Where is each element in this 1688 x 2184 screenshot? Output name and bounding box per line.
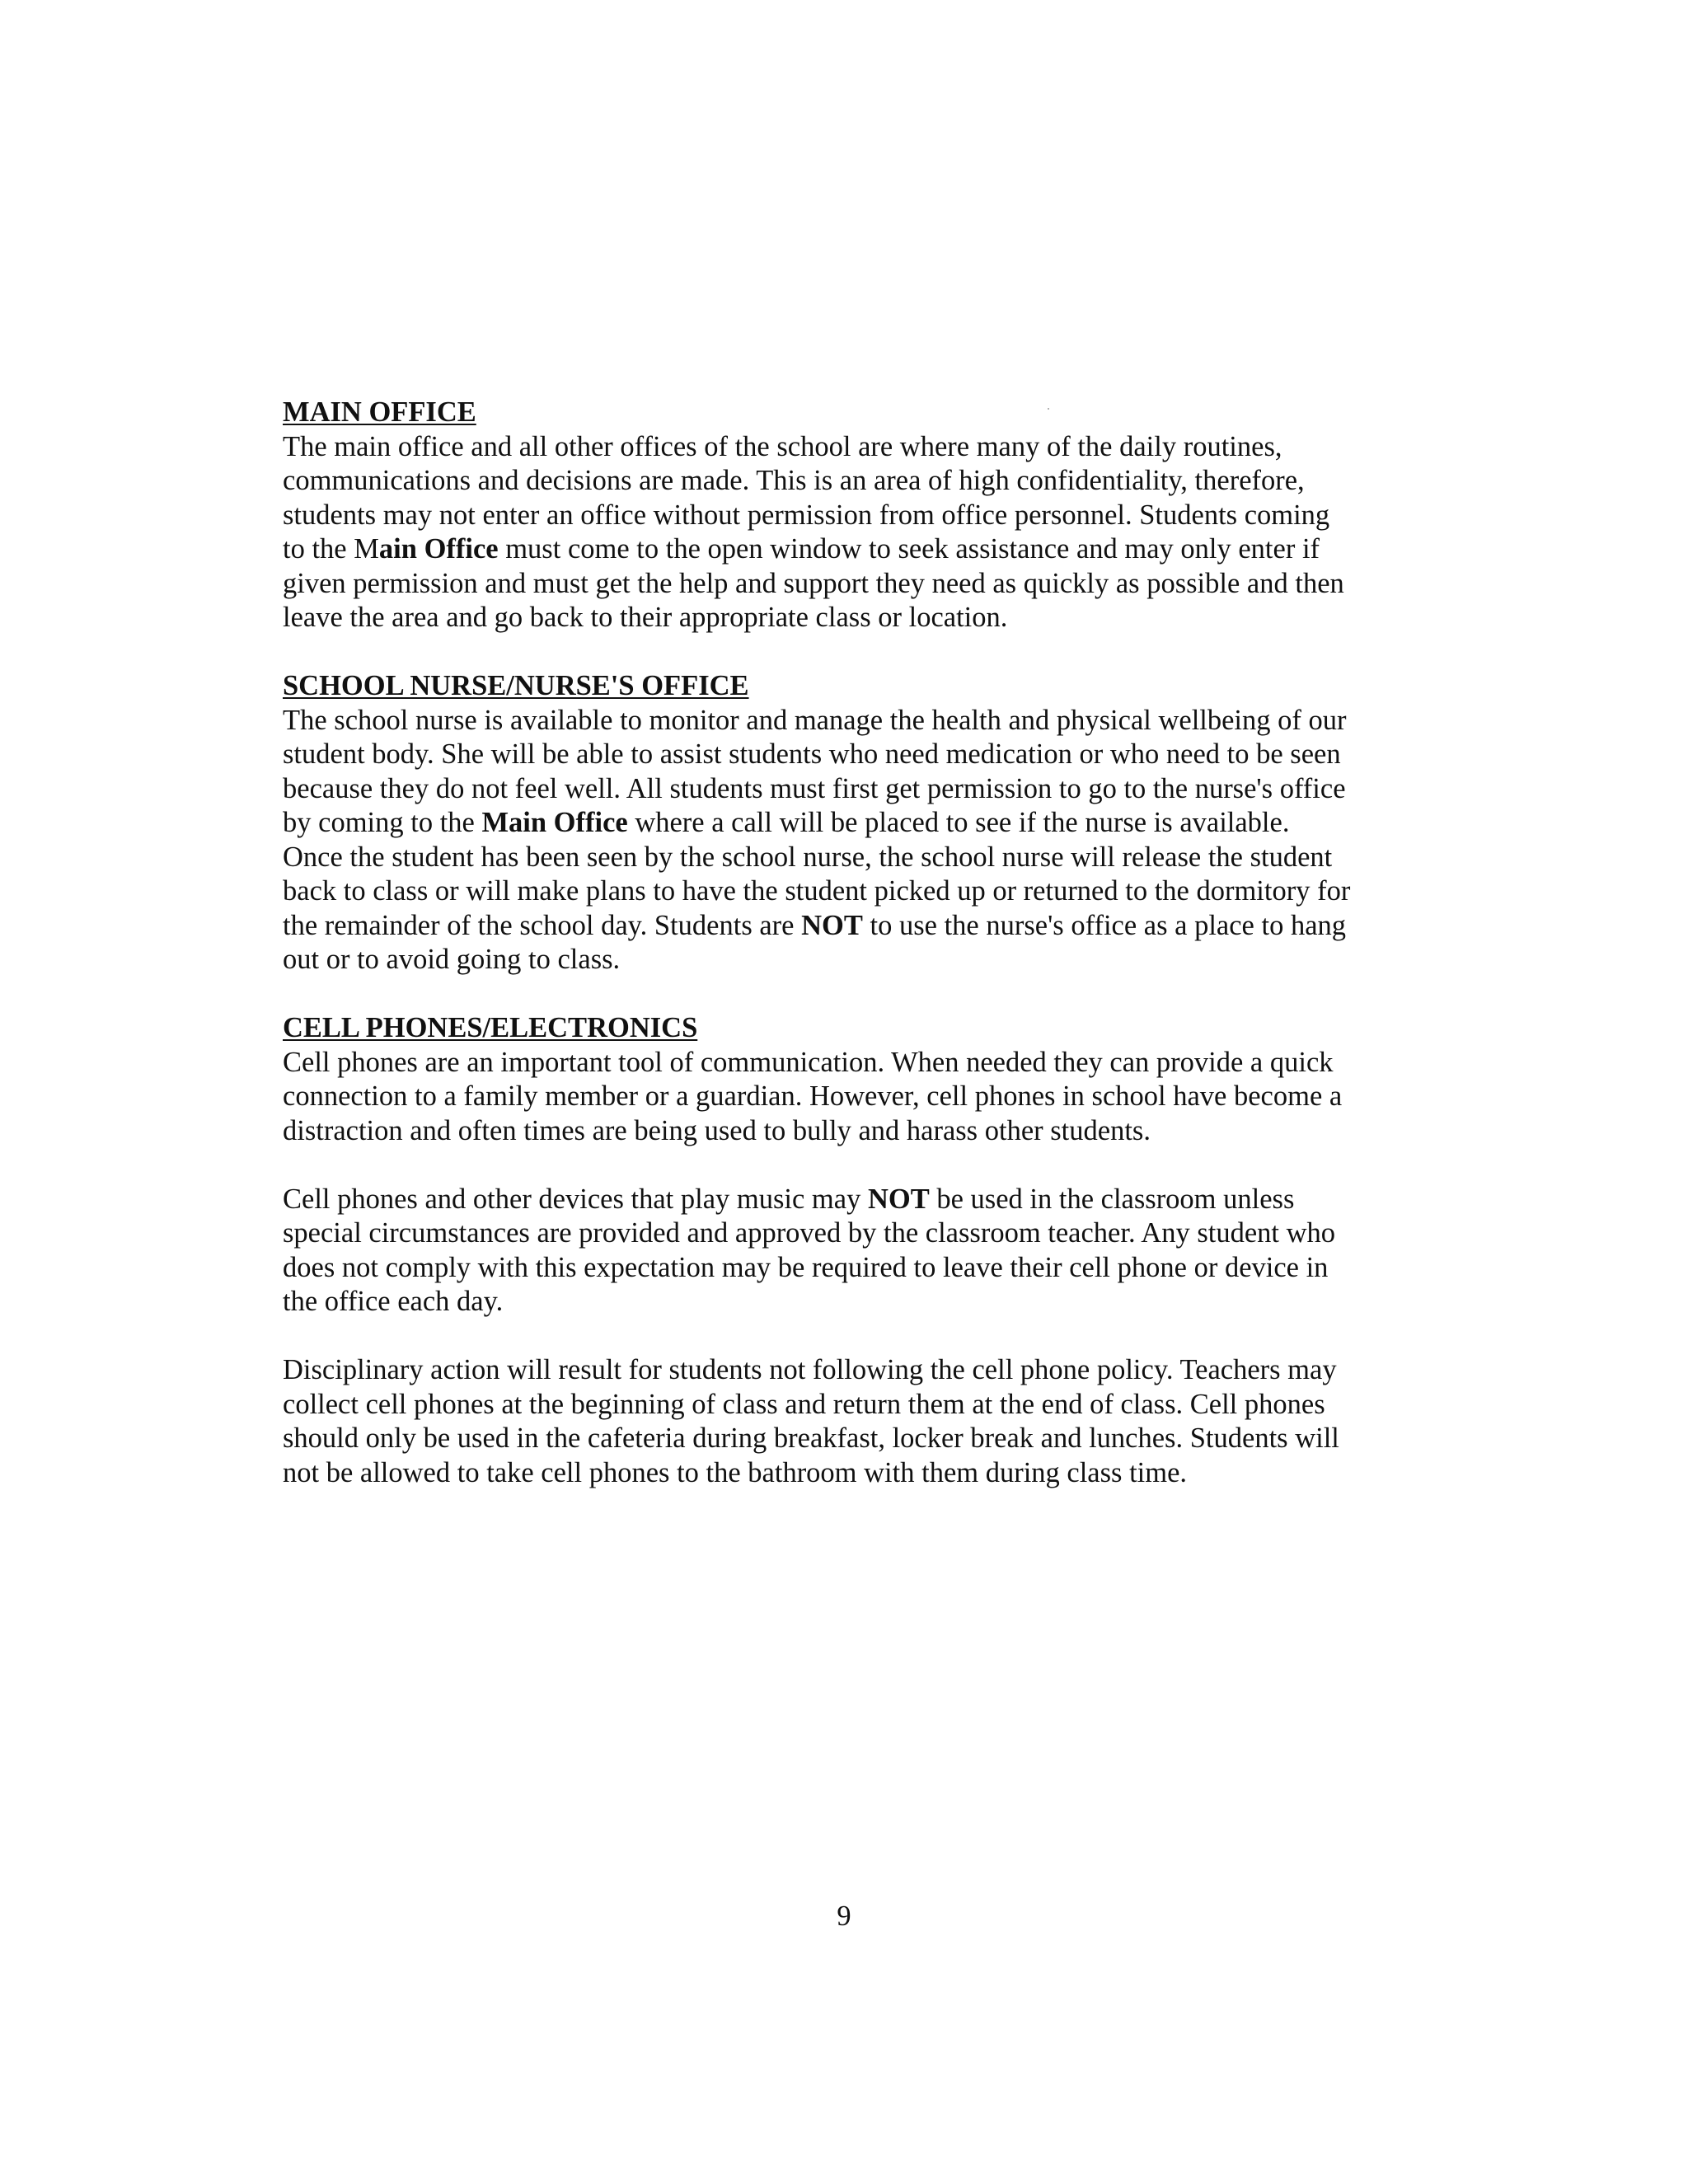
bold-text: Main Office <box>481 807 628 838</box>
document-body <box>283 396 1414 1525</box>
text-run: given permission and must get the help and support they need as quickly as possible and then <box>283 567 1344 599</box>
text-line <box>283 567 1414 602</box>
text-run: Disciplinary action will result for students not following the cell phone policy. Teachers may <box>283 1354 1337 1385</box>
text-run: distraction and often times are being used to bully and harass other students. <box>283 1114 1151 1146</box>
text-line <box>283 532 1414 567</box>
text-run: back to class or will make plans to have the student picked up or returned to the dormitory for <box>283 875 1351 907</box>
page-number: 9 <box>837 1900 851 1932</box>
paragraph <box>283 430 1414 635</box>
text-line <box>283 772 1414 807</box>
text-line <box>283 1456 1414 1491</box>
section-heading: MAIN OFFICE <box>283 396 476 428</box>
text-run: to use the nurse's office as a place to hang <box>862 909 1347 941</box>
text-run: should only be used in the cafeteria during breakfast, locker break and lunches. Students will <box>283 1422 1339 1454</box>
text-run: be used in the classroom unless <box>929 1183 1295 1215</box>
text-run: does not comply with this expectation may be required to leave their cell phone or device in <box>283 1251 1329 1283</box>
text-line <box>283 1216 1414 1251</box>
text-line <box>283 601 1414 635</box>
text-run: communications and decisions are made. This is an area of high confidentiality, therefore, <box>283 465 1305 496</box>
text-line <box>283 874 1414 909</box>
text-line <box>283 1422 1414 1456</box>
paragraph <box>283 1353 1414 1490</box>
text-run: out or to avoid going to class. <box>283 944 621 975</box>
text-line <box>283 1388 1414 1422</box>
text-line <box>283 841 1414 875</box>
text-line <box>283 1251 1414 1286</box>
text-run: not be allowed to take cell phones to the bathroom with them during class time. <box>283 1456 1188 1488</box>
text-line <box>283 704 1414 738</box>
text-run: students may not enter an office without permission from office personnel. Students coming <box>283 499 1330 531</box>
text-line <box>283 499 1414 533</box>
text-line <box>283 909 1414 944</box>
text-run: special circumstances are provided and approved by the classroom teacher. Any student who <box>283 1217 1336 1249</box>
text-line <box>283 430 1414 465</box>
text-run: the office each day. <box>283 1286 504 1317</box>
text-run: collect cell phones at the beginning of class and return them at the end of class. Cell phones <box>283 1388 1325 1420</box>
text-line <box>283 738 1414 772</box>
text-line <box>283 1285 1414 1319</box>
section-heading: CELL PHONES/ELECTRONICS <box>283 1012 698 1043</box>
text-line <box>283 943 1414 977</box>
text-run: to the M <box>283 533 379 565</box>
text-run: The main office and all other offices of the school are where many of the daily routines, <box>283 430 1282 462</box>
section-heading: SCHOOL NURSE/NURSE'S OFFICE <box>283 670 749 701</box>
text-line <box>283 1114 1414 1149</box>
text-run: the remainder of the school day. Students are <box>283 909 802 941</box>
text-run: leave the area and go back to their appropriate class or location. <box>283 602 1008 633</box>
paragraph <box>283 704 1414 977</box>
bold-text: NOT <box>867 1183 930 1215</box>
section-main-office <box>283 396 1414 635</box>
text-line <box>283 464 1414 499</box>
bold-text: NOT <box>801 909 863 941</box>
bold-text: ain Office <box>378 533 499 565</box>
text-run: Once the student has been seen by the school nurse, the school nurse will release the student <box>283 841 1333 873</box>
text-line <box>283 1183 1414 1217</box>
text-run: must come to the open window to seek assistance and may only enter if <box>498 533 1320 565</box>
text-run: because they do not feel well. All students must first get permission to go to the nurse's office <box>283 772 1346 804</box>
text-line <box>283 1080 1414 1114</box>
paragraph <box>283 1046 1414 1149</box>
text-run: connection to a family member or a guardian. However, cell phones in school have become a <box>283 1080 1343 1112</box>
text-run: Cell phones and other devices that play music may <box>283 1183 868 1215</box>
section-cell-phones-electronics <box>283 1011 1414 1490</box>
text-line <box>283 1046 1414 1080</box>
text-run: by coming to the <box>283 807 482 838</box>
text-run: student body. She will be able to assist students who need medication or who need to be seen <box>283 738 1341 770</box>
text-run: The school nurse is available to monitor and manage the health and physical wellbeing of our <box>283 704 1347 736</box>
text-line <box>283 1353 1414 1388</box>
paragraph <box>283 1183 1414 1319</box>
text-run: Cell phones are an important tool of communication. When needed they can provide a quick <box>283 1046 1334 1078</box>
section-school-nurse-nurse-s-office <box>283 669 1414 977</box>
text-run: where a call will be placed to see if the nurse is available. <box>627 807 1290 838</box>
text-line <box>283 806 1414 841</box>
